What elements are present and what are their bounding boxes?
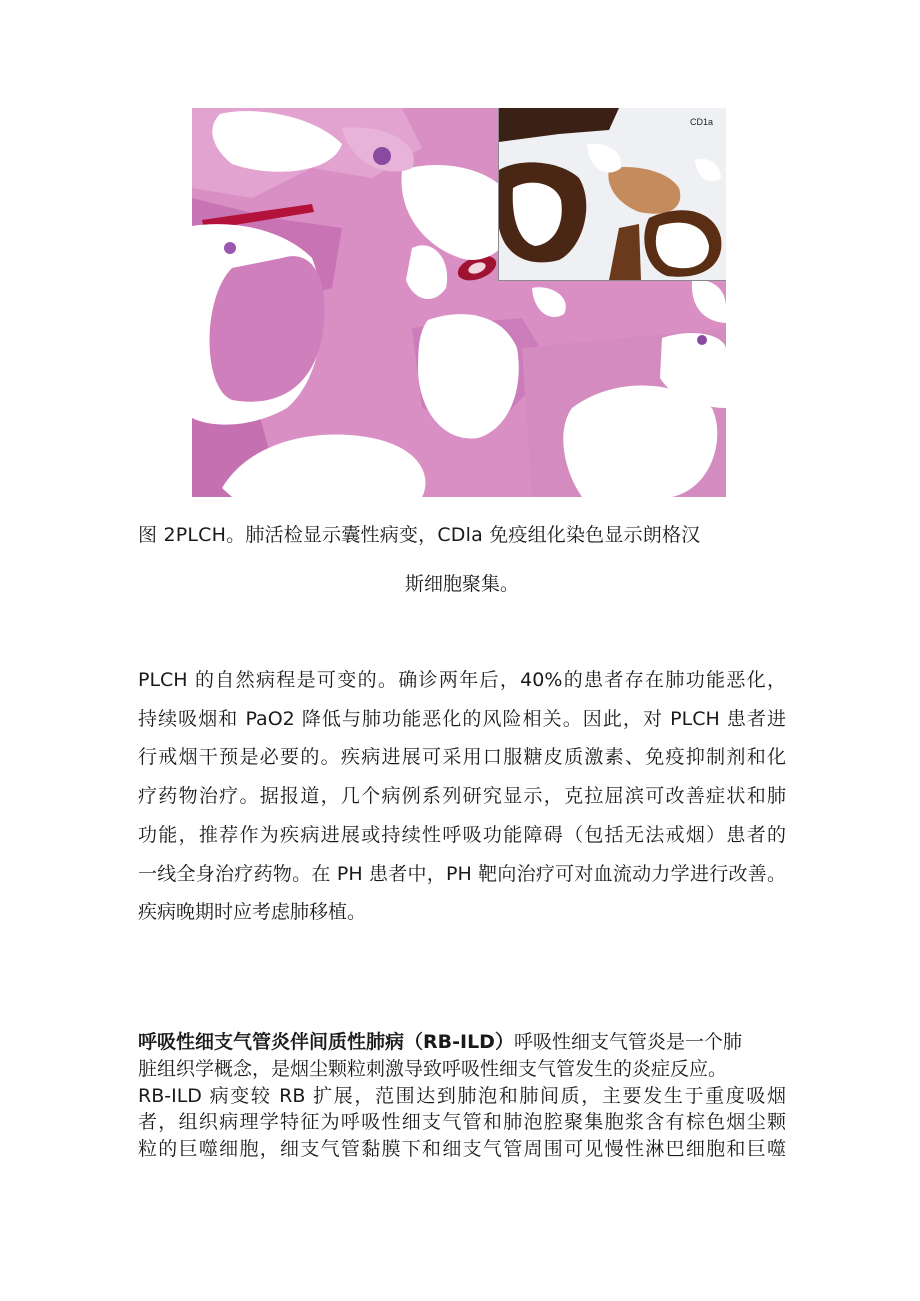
paragraph-line: 疗药物治疗。据报道，几个病例系列研究显示，克拉屈滨可改善症状和肺 (138, 785, 786, 808)
paragraph-line: PLCH 的自然病程是可变的。确诊两年后，40%的患者存在肺功能恶化， (138, 669, 786, 691)
section-line: RB-ILD 病变较 RB 扩展，范围达到肺泡和肺间质，主要发生于重度吸烟 (138, 1084, 786, 1107)
section-first-line (138, 1029, 786, 1056)
figure-caption-line-1: 图 2PLCH。肺活检显示囊性病变，CDla 免疫组化染色显示朗格汉 (138, 524, 701, 546)
body-paragraph (138, 661, 786, 932)
cd1a-inset (498, 108, 726, 281)
section-line: 粒的巨噬细胞，细支气管黏膜下和细支气管周围可见慢性淋巴细胞和巨噬 (138, 1138, 786, 1161)
section-line: 脏组织学概念，是烟尘颗粒刺激导致呼吸性细支气管发生的炎症反应。 (138, 1057, 728, 1080)
section-line-rest: 呼吸性细支气管炎是一个肺 (513, 1031, 742, 1053)
cd1a-stain-image (499, 108, 726, 280)
paragraph-line: 功能，推荐作为疾病进展或持续性呼吸功能障碍（包括无法戒烟）患者的 (138, 823, 786, 846)
paragraph-line: 一线全身治疗药物。在 PH 患者中，PH 靶向治疗可对血流动力学进行改善。 (138, 862, 786, 885)
figure-caption-line-2: 斯细胞聚集。 (404, 573, 519, 595)
rb-ild-section (138, 1029, 786, 1163)
paragraph-line: 行戒烟干预是必要的。疾病进展可采用口服糖皮质激素、免疫抑制剂和化 (138, 746, 786, 769)
paragraph-line: 疾病晚期时应考虑肺移植。 (138, 901, 367, 924)
section-line: 者，组织病理学特征为呼吸性细支气管和肺泡腔聚集胞浆含有棕色烟尘颗 (138, 1111, 786, 1134)
paragraph-line: 持续吸烟和 PaO2 降低与肺功能恶化的风险相关。因此，对 PLCH 患者进 (138, 707, 786, 730)
section-heading: 呼吸性细支气管炎伴间质性肺病（RB-ILD） (138, 1031, 514, 1053)
histology-figure (192, 108, 726, 497)
cd1a-label: CD1a (689, 117, 713, 127)
